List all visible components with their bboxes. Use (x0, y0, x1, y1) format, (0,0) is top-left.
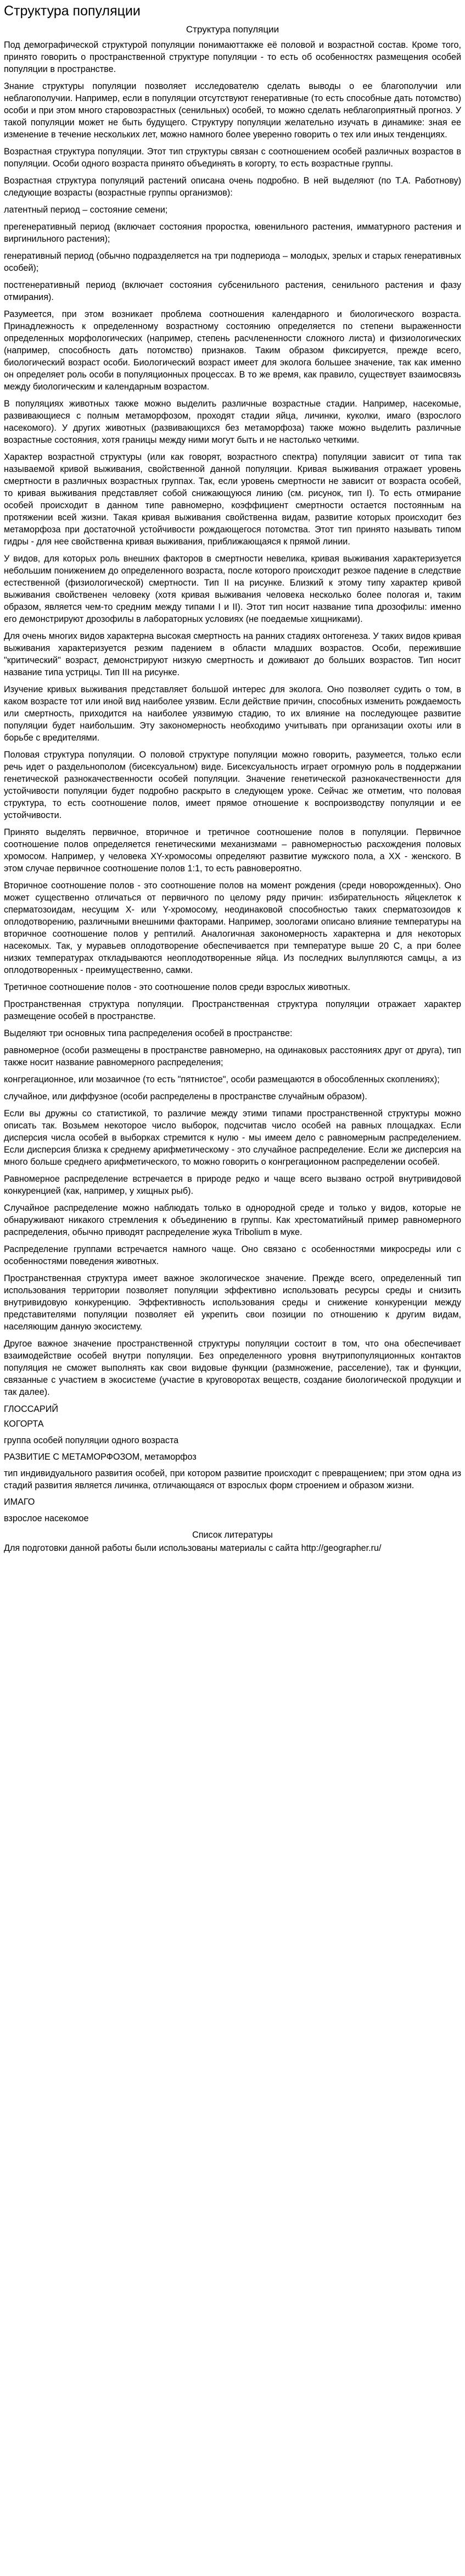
paragraph: Разумеется, при этом возникает проблема соотношения календарного и биологического возраста. Принадлежность к определенному возрастному состоянию определяется по степени выраженности определенных морфологических (например, степень расчлененности сложного листа) и физиологических (например, способность дать потомство) признаков. Таким образом фиксируется, прежде всего, биологический возраст особи. Биологический возраст имеет для эколога большее значение, так как именно он определяет роль особи в популяционных процессах. В то же время, как правило, существует взаимосвязь между биологическим и календарным возрастом. (4, 309, 461, 392)
glossary-definition: взрослое насекомое (4, 1514, 89, 1523)
paragraph: Знание структуры популяции позволяет исследователю сделать выводы о ее благополучии или неблагополучии. Например, если в популяции отсутствуют генеративные (то есть способные дать потомство) особи и при этом много старовозрастных (сенильных) особей, то можно сделать неблагоприятный прогноз. У такой популяции может не быть будущего. Структуру популяции желательно изучать в динамике: зная ее изменение в течение нескольких лет, можно намного более уверенно говорить о тех или иных тенденциях. (4, 81, 461, 140)
paragraph: Характер возрастной структуры (или как говорят, возрастного спектра) популяции зависит от типа так называемой кривой выживания, свойственной данной популяции. Кривая выживания отражает уровень смертности в различных возрастных группах. Так, если уровень смертности не зависит от возраста особей, то кривая выживания представляет собой снижающуюся линию (см. рисунок, тип I). То есть отмирание особей происходит в данном типе равномерно, коэффициент смертности остается постоянным на протяжении всей жизни. Такая кривая выживания свойственна видам, развитие которых происходит без метаморфоза при достаточной устойчивости рождающегося потомства. Этот тип принято называть типом гидры - для нее свойственна кривая выживания, приближающаяся к прямой линии. (4, 452, 461, 547)
list-item: генеративный период (обычно подразделяется на три подпериода – молодых, зрелых и старых генеративных особей); (4, 251, 461, 273)
list-item: случайное, или диффузное (особи распределены в пространстве случайным образом). (4, 1092, 367, 1101)
paragraph: В популяциях животных также можно выделить различные возрастные стадии. Например, насекомые, развивающиеся с полным метаморфозом, проходят стадии яйца, личинки, куколки, имаго (взрослого насекомого). У других животных (развивающихся без метаморфоза) также можно выделить различные возрастные состояния, хотя границы между ними могут быть и не настолько четкими. (4, 399, 461, 445)
paragraph: Под демографической структурой популяции понимаюттакже её половой и возрастной состав. Кроме того, принято говорить о пространственной структуре популяции - то есть об особенностях размещения особей популяции в пространстве. (4, 40, 461, 74)
paragraph: Другое важное значение пространственной структуры популяции состоит в том, что она обеспечивает взаимодействие особей внутри популяции. Без определенного уровня внутрипопуляционных контактов популяция не сможет выполнять как свои видовые функции (размножение, расселение), так и функции, связанные с участием в экосистеме (участие в круговоротах веществ, создание биологической продукции и так далее). (4, 1339, 461, 1397)
paragraph: Случайное распределение можно наблюдать только в однородной среде и только у видов, которые не обнаруживают никакого стремления к объединению в группы. Как хрестоматийный пример равномерного распределения, обычно приводят распределение жука Tribolium в муке. (4, 1203, 461, 1237)
references-heading: Список литературы (192, 1530, 273, 1540)
list-item: латентный период – состояние семени; (4, 205, 168, 215)
paragraph: Распределение группами встречается намного чаще. Оно связано с особенностями микросреды или с особенностями поведения животных. (4, 1244, 461, 1266)
glossary-heading: ГЛОССАРИЙ (4, 1404, 58, 1414)
paragraph: Выделяют три основных типа распределения особей в пространстве: (4, 1028, 293, 1038)
page-heading: Структура популяции (4, 3, 141, 19)
paragraph: Третичное соотношение полов - это соотношение полов среди взрослых животных. (4, 982, 350, 992)
list-item: постгенеративный период (включает состояния субсенильного растения, сенильного растения и фазу отмирания). (4, 280, 461, 302)
list-item: прегенеративный период (включает состояния проростка, ювенильного растения, имматурного растения и виргинильного растения); (4, 222, 461, 244)
paragraph: Равномерное распределение встречается в природе редко и чаще всего вызвано острой внутривидовой конкуренцией (как, например, у хищных рыб). (4, 1174, 461, 1196)
paragraph: Возрастная структура популяций растений описана очень подробно. В ней выделяют (по Т.А. Работнову) следующие возрасты (возрастные группы организмов): (4, 176, 461, 198)
paragraph: Если вы дружны со статистикой, то различие между этими типами пространственной структуры можно описать так. Возьмем некоторое число выборок, подсчитав число особей на равных площадках. Если дисперсия числа особей в выборках стремится к нулю - мы имеем дело с равномерным распределением. Если дисперсия близка к среднему арифметическому - это случайное распределение. Если же дисперсия на много больше среднего арифметического, то можно говорить о конгрегационном распределении особей. (4, 1109, 461, 1167)
references-text: Для подготовки данной работы были использованы материалы с сайта http://geographer.ru/ (4, 1543, 382, 1553)
list-item: равномерное (особи размещены в пространстве равномерно, на одинаковых расстояниях друг от друга), тип также носит название равномерного распределения; (4, 1045, 461, 1067)
paragraph: У видов, для которых роль внешних факторов в смертности невелика, кривая выживания характеризуется небольшим понижением до определенного возраста, после которого происходит резкое падение в следствие естественной (физиологической) смертности. Тип II на рисунке. Близкий к этому типу характер кривой выживания свойственен человеку (хотя кривая выживания человека несколько более пологая и, таким образом, является чем-то средним между типами I и II). Этот тип носит название типа дрозофилы: именно его демонстрируют дрозофилы в лабораторных условиях (не поедаемые хищниками). (4, 554, 462, 624)
paragraph: Пространственная структура популяции. Пространственная структура популяции отражает характер размещение особей в пространстве. (4, 999, 461, 1021)
list-item: конгрегационное, или мозаичное (то есть "пятнистое", особи размещаются в обособленных скоплениях); (4, 1075, 440, 1084)
paragraph: Половая структура популяции. О половой структуре популяции можно говорить, разумеется, только если речь идет о раздельнополом (бисексуальном) виде. Бисексуальность играет огромную роль в поддержании генетической разнокачественности особей популяции. Значение генетической разнокачественности для устойчивости популяции будет подробно раскрыто в следующем уроке. Сейчас же отметим, что половая структура, то есть соотношение полов, имеет прямое отношение к воспроизводству популяции и ее устойчивости. (4, 750, 461, 820)
paragraph: Пространственная структура имеет важное экологическое значение. Прежде всего, определенный тип использования территории позволяет популяции эффективно использовать ресурсы среды и снизить внутривидовую конкуренцию. Эффективность использования среды и снижение конкуренции между представителями популяции позволяет ей укрепить свои позиции по отношению к другим видам, населяющим данную экосистему. (4, 1273, 461, 1332)
paragraph: Принято выделять первичное, вторичное и третичное соотношение полов в популяции. Первичное соотношение полов определяется генетическими механизмами – равномерностью расхождения половых хромосом. Например, у человека XY-хромосомы определяют развитие мужского пола, а XX - женского. В этом случае первичное соотношение полов 1:1, то есть равновероятно. (4, 827, 461, 873)
glossary-definition: группа особей популяции одного возраста (4, 1436, 179, 1445)
glossary-definition: тип индивидуального развития особей, при котором развитие происходит с превращением; при этом одна из стадий развития является личинка, отличающаяся от взрослых форм строением и образом жизни. (4, 1468, 461, 1490)
document-title: Структура популяции (186, 24, 279, 35)
paragraph: Для очень многих видов характерна высокая смертность на ранних стадиях онтогенеза. У таких видов кривая выживания характеризуется резким падением в области младших возрастов. Особи, пережившие "критический" возраст, демонстрируют низкую смертность и доживают до больших возрастов. Тип носит название типа устрицы. Тип III на рисунке. (4, 631, 461, 677)
paragraph: Возрастная структура популяции. Этот тип структуры связан с соотношением особей различных возрастов в популяции. Особи одного возраста принято объединять в когорту, то есть возрастные группы. (4, 147, 461, 169)
glossary-term: КОГОРТА (4, 1419, 44, 1429)
glossary-term: РАЗВИТИЕ С МЕТАМОРФОЗОМ, метаморфоз (4, 1452, 197, 1462)
paragraph: Вторичное соотношение полов - это соотношение полов на момент рождения (среди новорожденных). Оно может существенно отличаться от первичного по целому ряду причин: избирательность яйцеклеток к сперматозоидам, несущим X- или Y-хромосому, неодинаковой способностью таких сперматозоидов к оплодотворению, различными внешними факторами. Например, зоологами описано влияние температуры на вторичное соотношение полов у рептилий. Аналогичная закономерность характерна и для некоторых насекомых. Так, у муравьев оплодотворение обеспечивается при температуре выше 20 С, а при более низких температурах откладываются неоплодотворенные яйца. Из последних вылупляются самцы, а из оплодотворенных - преимущественно, самки. (4, 881, 461, 975)
paragraph: Изучение кривых выживания представляет большой интерес для эколога. Оно позволяет судить о том, в каком возрасте тот или иной вид наиболее уязвим. Если действие причин, способных изменить рождаемость или смертность, приходится на наиболее уязвимую стадию, то их влияние на последующее развитие популяции будет наибольшим. Эту закономерность необходимо учитывать при организации охоты или в борьбе с вредителями. (4, 685, 461, 743)
glossary-term: ИМАГО (4, 1497, 35, 1507)
